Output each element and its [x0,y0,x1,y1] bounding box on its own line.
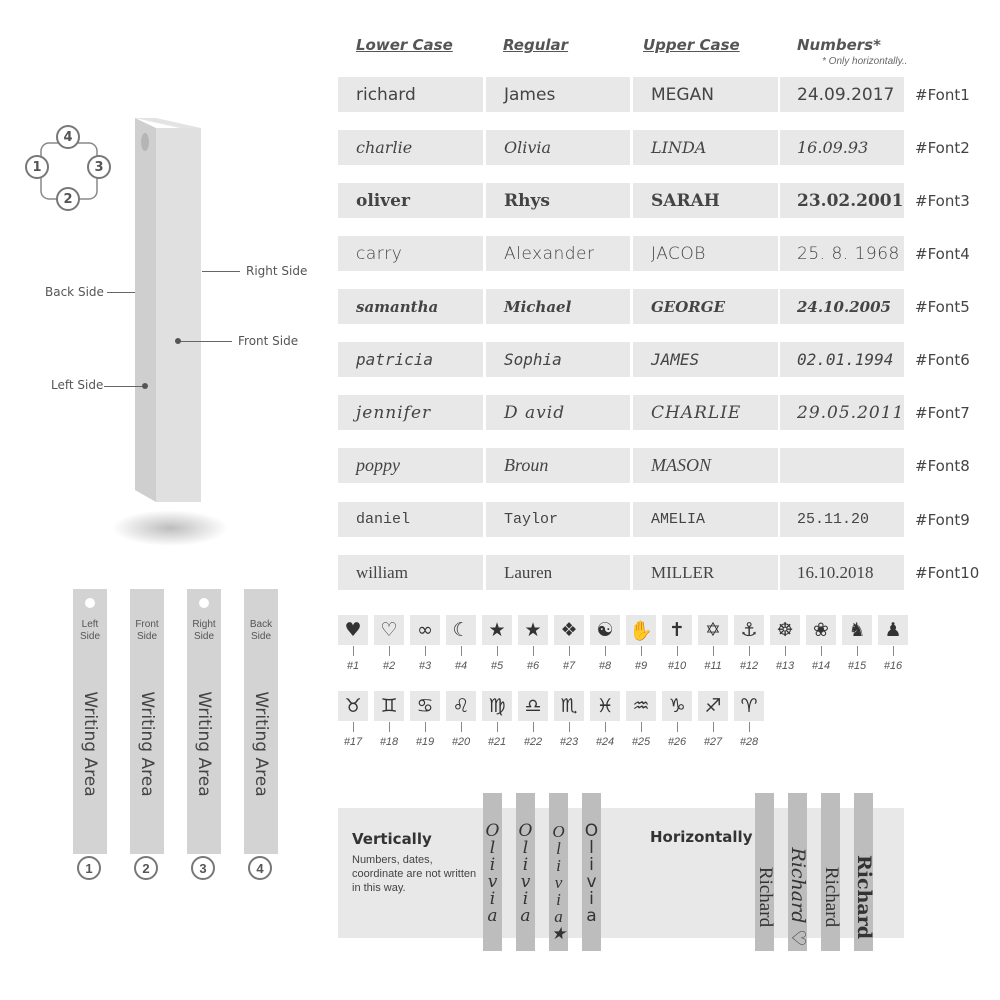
font-sample-upper: JAMES [633,342,778,377]
vertical-example-strip [549,793,568,951]
cross-icon: ✝ [662,615,692,645]
line-back-side [107,292,135,293]
font-sample-regular: Michael [486,289,630,324]
line-front-side [180,341,232,342]
line-left-side [104,386,144,387]
symbol-connector [389,646,390,656]
font-sample-numbers: 29.05.2011 [780,395,904,430]
vertical-example-strip [516,793,535,951]
symbol-number: #19 [415,736,435,748]
cancer-icon: ♋ [410,691,440,721]
header-numbers: Numbers* [797,36,881,54]
symbol-connector [605,722,606,732]
font-sample-numbers: 02.01.1994 [780,342,904,377]
symbol-connector [677,646,678,656]
font-sample-lower: patricia [338,342,483,377]
symbol-number: #23 [559,736,579,748]
symbol-number: #9 [634,660,648,672]
anchor-icon: ⚓ [734,615,764,645]
sagittarius-icon: ♐ [698,691,728,721]
strip-side-label: Front Side [135,619,159,642]
font-sample-lower: charlie [338,130,483,165]
symbol-number: #18 [379,736,399,748]
symbol-connector [857,646,858,656]
strip-number-badge: 2 [134,856,158,880]
font-sample-lower: samantha [338,289,483,324]
font-row [338,395,970,430]
symbol-number: #16 [883,660,903,672]
strip-writing-area: Writing Area [251,691,271,797]
horizontal-example-strip [821,793,840,951]
font-sample-regular: Olivia [486,130,630,165]
heart-outline-icon: ♡ [374,615,404,645]
numbers-note: * Only horizontally.. [822,56,908,67]
font-row [338,236,970,271]
capricorn-icon: ♑ [662,691,692,721]
font-sample-upper: CHARLIE [633,395,778,430]
symbol-number: #20 [451,736,471,748]
horizontal-example-text: Richard ♡ [787,847,809,947]
font-tag: #Font10 [915,563,980,582]
font-sample-numbers: 16.10.2018 [780,555,904,590]
symbol-number: #11 [704,660,722,672]
symbol-number: #15 [847,660,867,672]
writing-strip [73,589,107,854]
font-tag: #Font6 [915,350,970,369]
side-badge-1: 1 [25,155,49,179]
symbol-number: #25 [631,736,651,748]
scorpio-icon: ♏ [554,691,584,721]
symbol-number: #17 [343,736,363,748]
header-regular: Regular [503,36,569,54]
font-tag: #Font7 [915,403,970,422]
side-badge-4: 4 [56,125,80,149]
label-front-side: Front Side [238,334,299,348]
bar-left-face [135,118,156,502]
font-sample-numbers: 23.02.2001 [780,183,904,218]
label-right-side: Right Side [246,264,308,278]
font-sample-upper: JACOB [633,236,778,271]
font-sample-lower: jennifer [338,395,483,430]
symbol-number: #26 [667,736,687,748]
font-sample-regular: James [486,77,630,112]
line-right-side [202,271,240,272]
bar-front-face [156,128,201,502]
vertical-example-strip [483,793,502,951]
font-row [338,77,970,112]
header-upper-case: Upper Case [643,36,740,54]
font-sample-regular: Broun [486,448,630,483]
bar-hole [141,133,149,151]
font-row [338,289,970,324]
symbol-number: #10 [667,660,687,672]
symbol-number: #3 [418,660,432,672]
font-sample-upper: LINDA [633,130,778,165]
horizontal-example-strip [854,793,873,951]
strip-number-badge: 3 [191,856,215,880]
font-sample-numbers: 24.09.2017 [780,77,904,112]
font-sample-upper: MEGAN [633,77,778,112]
pisces-icon: ♓ [590,691,620,721]
symbol-number: #6 [526,660,540,672]
font-tag: #Font2 [915,138,970,157]
vertical-description: Numbers, dates, coordinate are not written in this way. [352,854,477,894]
header-lower-case: Lower Case [356,36,453,54]
symbol-connector [389,722,390,732]
taurus-icon: ♉ [338,691,368,721]
symbol-connector [893,646,894,656]
horizontal-title: Horizontally [650,828,753,846]
symbol-number: #13 [775,660,795,672]
symbol-connector [497,722,498,732]
aquarius-icon: ♒ [626,691,656,721]
dot-front-side [175,338,181,344]
symbol-number: #4 [454,660,468,672]
font-tag: #Font3 [915,191,970,210]
font-tag: #Font1 [915,85,970,104]
symbol-connector [785,646,786,656]
libra-icon: ♎ [518,691,548,721]
symbol-number: #1 [346,660,360,672]
strip-side-label: Back Side [249,619,273,642]
strip-number-badge: 4 [248,856,272,880]
symbol-connector [461,646,462,656]
lotus-icon: ❀ [806,615,836,645]
symbol-connector [353,722,354,732]
symbol-number: #22 [523,736,543,748]
gemini-icon: ♊ [374,691,404,721]
font-sample-lower: poppy [338,448,483,483]
symbol-number: #27 [703,736,723,748]
strip-side-label: Right Side [192,619,216,642]
strip-hole [85,598,95,608]
symbol-connector [641,646,642,656]
font-row [338,502,970,537]
symbol-connector [749,722,750,732]
symbol-connector [605,646,606,656]
side-badge-3: 3 [87,155,111,179]
font-sample-regular: Rhys [486,183,630,218]
side-badge-2: 2 [56,187,80,211]
font-sample-numbers [780,448,904,483]
font-sample-lower: richard [338,77,483,112]
bar-shadow [112,510,228,546]
hamsa-icon: ✋ [626,615,656,645]
symbol-connector [353,646,354,656]
font-sample-numbers: 24.10.2005 [780,289,904,324]
vertical-example-text: O l i v i a [584,821,599,926]
font-tag: #Font4 [915,244,970,263]
strip-writing-area: Writing Area [80,691,100,797]
cat-icon: ♟ [878,615,908,645]
virgo-icon: ♍ [482,691,512,721]
symbol-connector [641,722,642,732]
symbol-number: #8 [598,660,612,672]
symbol-connector [569,646,570,656]
star-of-david-icon: ✡ [698,615,728,645]
font-sample-regular: Alexander [486,236,630,271]
horizontal-example-strip [788,793,807,951]
vertical-example-text: O l i v i a [518,821,533,926]
strip-number-badge: 1 [77,856,101,880]
label-left-side: Left Side [51,378,104,392]
font-row [338,342,970,377]
label-back-side: Back Side [45,285,104,299]
horizontal-example-text: Richard [755,866,776,928]
strip-side-label: Left Side [79,619,100,642]
horizontal-example-text: Richard [821,866,842,928]
symbol-number: #2 [382,660,396,672]
font-sample-lower: william [338,555,483,590]
symbol-connector [461,722,462,732]
font-sample-lower: oliver [338,183,483,218]
symbol-number: #12 [739,660,759,672]
symbol-number: #21 [487,736,507,748]
symbol-connector [569,722,570,732]
symbol-connector [533,646,534,656]
font-row [338,183,970,218]
font-tag: #Font8 [915,456,970,475]
dot-left-side [142,383,148,389]
vertical-example-text: O l i v i a ★ [550,822,567,943]
infinity-icon: ∞ [410,615,440,645]
font-sample-regular: D avid [486,395,630,430]
vertical-title: Vertically [352,830,432,848]
font-sample-lower: carry [338,236,483,271]
font-sample-numbers: 25. 8. 1968 [780,236,904,271]
symbol-connector [749,646,750,656]
strip-writing-area: Writing Area [137,691,157,797]
symbol-connector [533,722,534,732]
paw-icon: ❖ [554,615,584,645]
vertical-example-text: O l i v i a [485,821,500,926]
font-sample-numbers: 16.09.93 [780,130,904,165]
horizontal-example-strip [755,793,774,951]
strip-writing-area: Writing Area [194,691,214,797]
horizontal-example-text: Richard [853,855,875,939]
symbol-number: #14 [811,660,831,672]
font-tag: #Font5 [915,297,970,316]
symbol-connector [677,722,678,732]
symbol-connector [713,646,714,656]
symbol-number: #28 [739,736,759,748]
font-tag: #Font9 [915,510,970,529]
writing-strip [187,589,221,854]
symbol-connector [425,646,426,656]
font-sample-numbers: 25.11.20 [780,502,904,537]
moon-icon: ☾ [446,615,476,645]
font-sample-regular: Sophia [486,342,630,377]
leo-icon: ♌ [446,691,476,721]
symbol-connector [713,722,714,732]
star-small-icon: ★ [518,615,548,645]
font-sample-upper: AMELIA [633,502,778,537]
symbol-number: #24 [595,736,615,748]
vertical-example-strip [582,793,601,951]
font-sample-regular: Taylor [486,502,630,537]
writing-strip [244,589,278,854]
yin-yang-icon: ☯ [590,615,620,645]
font-sample-upper: MILLER [633,555,778,590]
font-sample-lower: daniel [338,502,483,537]
symbol-connector [821,646,822,656]
font-sample-upper: MASON [633,448,778,483]
strip-hole [199,598,209,608]
dog-icon: ♞ [842,615,872,645]
font-row [338,448,970,483]
font-sample-upper: SARAH [633,183,778,218]
font-row [338,130,970,165]
symbol-number: #5 [490,660,504,672]
font-sample-regular: Lauren [486,555,630,590]
writing-strip [130,589,164,854]
aries-icon: ♈ [734,691,764,721]
heart-icon: ♥ [338,615,368,645]
font-sample-upper: GEORGE [633,289,778,324]
symbol-number: #7 [562,660,576,672]
symbol-connector [425,722,426,732]
star-icon: ★ [482,615,512,645]
symbol-connector [497,646,498,656]
helm-icon: ☸ [770,615,800,645]
font-row [338,555,980,590]
